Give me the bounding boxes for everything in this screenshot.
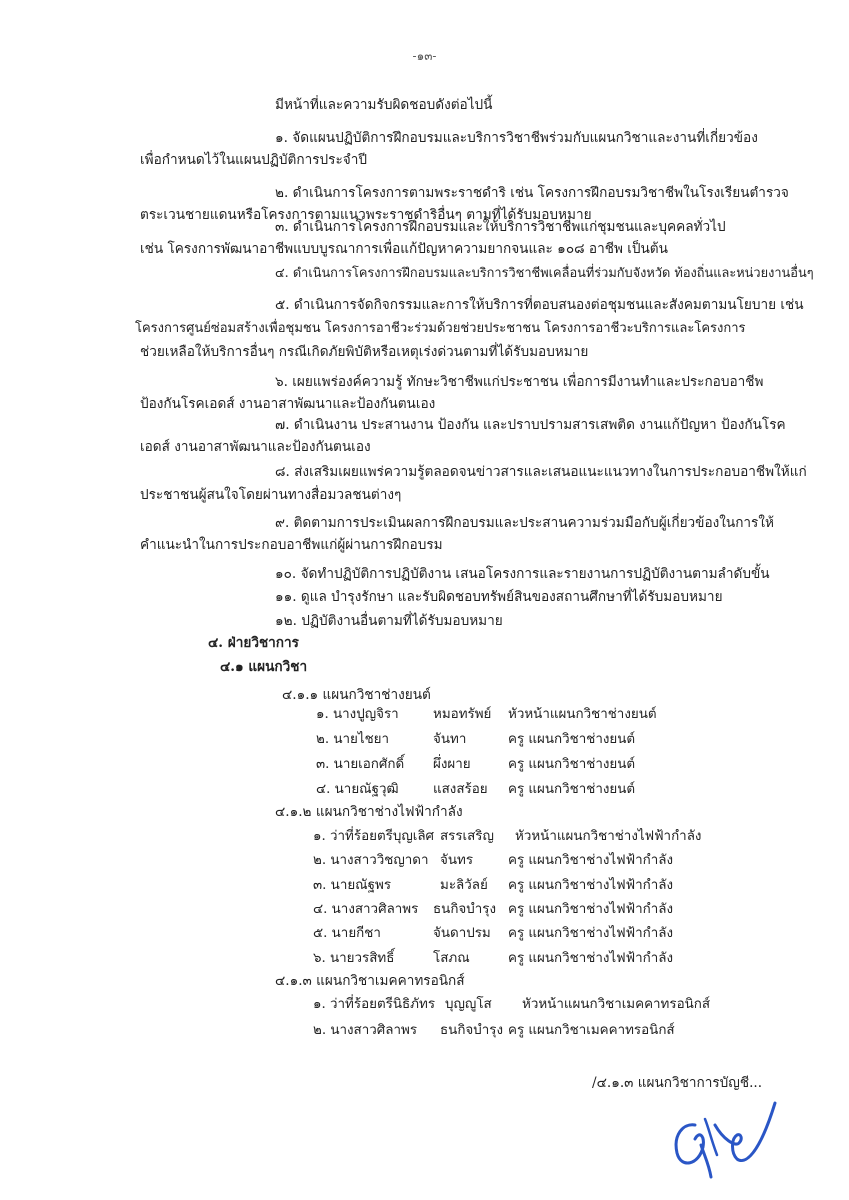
staff-row bbox=[0, 1021, 849, 1041]
staff-role: หัวหน้าแผนกวิชาช่างไฟฟ้ากำลัง bbox=[515, 829, 702, 844]
staff-role: ครู แผนกวิชาช่างยนต์ bbox=[508, 732, 636, 747]
duty-2-line-2: ตระเวนชายแดนหรือโครงการตามแนวพระราชดำริอื่นๆ ตามที่ได้รับมอบหมาย bbox=[140, 207, 592, 223]
staff-row bbox=[0, 705, 849, 725]
staff-role: หัวหน้าแผนกวิชาช่างยนต์ bbox=[508, 707, 657, 722]
staff-role: ครู แผนกวิชาช่างไฟฟ้ากำลัง bbox=[508, 902, 674, 917]
staff-name: ๒. นางสาววิชญาดา bbox=[313, 853, 429, 868]
duty-8-line-1: ๘. ส่งเสริมเผยแพร่ความรู้ตลอดจนข่าวสารและเสนอแนะแนวทางในการประกอบอาชีพให้แก่ bbox=[275, 464, 807, 480]
staff-role: ครู แผนกวิชาช่างยนต์ bbox=[508, 782, 636, 797]
duty-5-line-1: ๕. ดำเนินการจัดกิจกรรมและการให้บริการที่ตอบสนองต่อชุมชนและสังคมตามนโยบาย เช่น bbox=[275, 297, 804, 313]
staff-row bbox=[0, 876, 849, 896]
staff-surname: บุญญูโส bbox=[445, 997, 492, 1012]
staff-name: ๖. นายวรสิทธิ์ bbox=[313, 951, 395, 966]
footer-continuation: /๔.๑.๓ แผนกวิชาการบัญชี... bbox=[592, 1075, 763, 1091]
staff-row bbox=[0, 730, 849, 750]
staff-role: ครู แผนกวิชาช่างไฟฟ้ากำลัง bbox=[508, 853, 674, 868]
staff-surname: ธนกิจบำรุง bbox=[433, 902, 497, 917]
duty-11: ๑๑. ดูแล บำรุงรักษา และรับผิดชอบทรัพย์สินของสถานศึกษาที่ได้รับมอบหมาย bbox=[275, 589, 723, 605]
section-title: ๔. ฝ่ายวิชาการ bbox=[208, 635, 299, 651]
duty-1-line-1: ๑. จัดแผนปฏิบัติการฝึกอบรมและบริการวิชาชีพร่วมกับแผนกวิชาและงานที่เกี่ยวข้อง bbox=[275, 130, 758, 146]
staff-name: ๓. นายณัฐพร bbox=[313, 878, 392, 893]
staff-surname: มะลิวัลย์ bbox=[440, 878, 488, 893]
staff-row bbox=[0, 851, 849, 871]
staff-row bbox=[0, 924, 849, 944]
subsection-title: ๔.๑ แผนกวิชา bbox=[220, 659, 308, 675]
duties-intro: มีหน้าที่และความรับผิดชอบดังต่อไปนี้ bbox=[275, 97, 493, 113]
department-title: ๔.๑.๒ แผนกวิชาช่างไฟฟ้ากำลัง bbox=[275, 804, 463, 820]
staff-name: ๕. นายกีชา bbox=[313, 926, 381, 941]
duty-5-line-2: โครงการศูนย์ซ่อมสร้างเพื่อชุมชน โครงการอาชีวะร่วมด้วยช่วยประชาชน โครงการอาชีวะบริการและโครงการ bbox=[135, 321, 746, 336]
staff-row bbox=[0, 780, 849, 800]
staff-row bbox=[0, 995, 849, 1015]
staff-surname: แสงสร้อย bbox=[433, 782, 488, 797]
department-title: ๔.๑.๑ แผนกวิชาช่างยนต์ bbox=[282, 687, 431, 703]
duty-6-line-2: ป้องกันโรคเอดส์ งานอาสาพัฒนาและป้องกันตนเอง bbox=[140, 396, 436, 412]
duty-9-line-2: คำแนะนำในการประกอบอาชีพแก่ผู้ผ่านการฝึกอบรม bbox=[140, 537, 443, 553]
staff-name: ๓. นายเอกศักดิ์ bbox=[316, 757, 405, 772]
signature bbox=[665, 1095, 790, 1190]
staff-surname: หมอทรัพย์ bbox=[433, 707, 492, 722]
staff-role: ครู แผนกวิชาช่างไฟฟ้ากำลัง bbox=[508, 926, 674, 941]
duty-3-line-2: เช่น โครงการพัฒนาอาชีพแบบบูรณาการเพื่อแก้ปัญหาความยากจนและ ๑๐๘ อาชีพ เป็นต้น bbox=[140, 241, 668, 257]
staff-row bbox=[0, 827, 849, 847]
staff-name: ๑. ว่าที่ร้อยตรีบุญเลิศ bbox=[313, 829, 435, 844]
page-number: -๑๓- bbox=[412, 49, 437, 63]
staff-name: ๑. ว่าที่ร้อยตรีนิธิภัทร bbox=[313, 997, 436, 1012]
department-title: ๔.๑.๓ แผนกวิชาเมคคาทรอนิกส์ bbox=[275, 973, 465, 989]
staff-surname: โสภณ bbox=[433, 951, 470, 966]
staff-row bbox=[0, 900, 849, 920]
staff-surname: สรรเสริญ bbox=[440, 829, 494, 844]
staff-surname: ธนกิจบำรุง bbox=[440, 1023, 504, 1038]
staff-name: ๒. นายไชยา bbox=[316, 732, 390, 747]
duty-3-line-1: ๓. ดำเนินการโครงการฝึกอบรมและให้บริการวิชาชีพแก่ชุมชนและบุคคลทั่วไป bbox=[275, 219, 726, 235]
duty-12: ๑๒. ปฏิบัติงานอื่นตามที่ได้รับมอบหมาย bbox=[275, 613, 503, 629]
staff-role: หัวหน้าแผนกวิชาเมคคาทรอนิกส์ bbox=[522, 997, 711, 1012]
staff-row bbox=[0, 755, 849, 775]
duty-7-line-1: ๗. ดำเนินงาน ประสานงาน ป้องกัน และปราบปรามสารเสพติด งานแก้ปัญหา ป้องกันโรค bbox=[275, 417, 786, 433]
duty-7-line-2: เอดส์ งานอาสาพัฒนาและป้องกันตนเอง bbox=[140, 439, 371, 455]
duty-6-line-1: ๖. เผยแพร่องค์ความรู้ ทักษะวิชาชีพแก่ประชาชน เพื่อการมีงานทำและประกอบอาชีพ bbox=[275, 374, 764, 390]
staff-surname: จันดาปรม bbox=[433, 926, 491, 941]
staff-name: ๒. นางสาวศิลาพร bbox=[313, 1023, 418, 1038]
duty-2-line-1: ๒. ดำเนินการโครงการตามพระราชดำริ เช่น โครงการฝึกอบรมวิชาชีพในโรงเรียนตำรวจ bbox=[275, 185, 789, 201]
staff-role: ครู แผนกวิชาช่างยนต์ bbox=[508, 757, 636, 772]
duty-9-line-1: ๙. ติดตามการประเมินผลการฝึกอบรมและประสานความร่วมมือกับผู้เกี่ยวข้องในการให้ bbox=[275, 515, 774, 531]
duty-4-line-1: ๔. ดำเนินการโครงการฝึกอบรมและบริการวิชาชีพเคลื่อนที่ร่วมกับจังหวัด ท้องถิ่นและหน่วยงานอื่นๆ bbox=[275, 266, 814, 281]
staff-surname: จันทา bbox=[433, 732, 467, 747]
staff-name: ๔. นายณัฐวุฒิ bbox=[316, 782, 399, 797]
staff-surname: ผึ่งผาย bbox=[433, 757, 471, 772]
staff-role: ครู แผนกวิชาช่างไฟฟ้ากำลัง bbox=[508, 951, 674, 966]
staff-name: ๑. นางปูญจิรา bbox=[316, 707, 399, 722]
staff-surname: จันทร bbox=[440, 853, 474, 868]
staff-role: ครู แผนกวิชาเมคคาทรอนิกส์ bbox=[508, 1023, 675, 1038]
staff-row bbox=[0, 949, 849, 969]
staff-name: ๔. นางสาวศิลาพร bbox=[313, 902, 419, 917]
staff-role: ครู แผนกวิชาช่างไฟฟ้ากำลัง bbox=[508, 878, 674, 893]
duty-1-line-2: เพื่อกำหนดไว้ในแผนปฏิบัติการประจำปี bbox=[140, 152, 367, 168]
duty-10: ๑๐. จัดทำปฏิบัติการปฏิบัติงาน เสนอโครงการและรายงานการปฏิบัติงานตามลำดับขั้น bbox=[275, 566, 770, 582]
duty-8-line-2: ประชาชนผู้สนใจโดยผ่านทางสื่อมวลชนต่างๆ bbox=[140, 487, 402, 503]
duty-5-line-3: ช่วยเหลือให้บริการอื่นๆ กรณีเกิดภัยพิบัติหรือเหตุเร่งด่วนตามที่ได้รับมอบหมาย bbox=[140, 344, 589, 360]
